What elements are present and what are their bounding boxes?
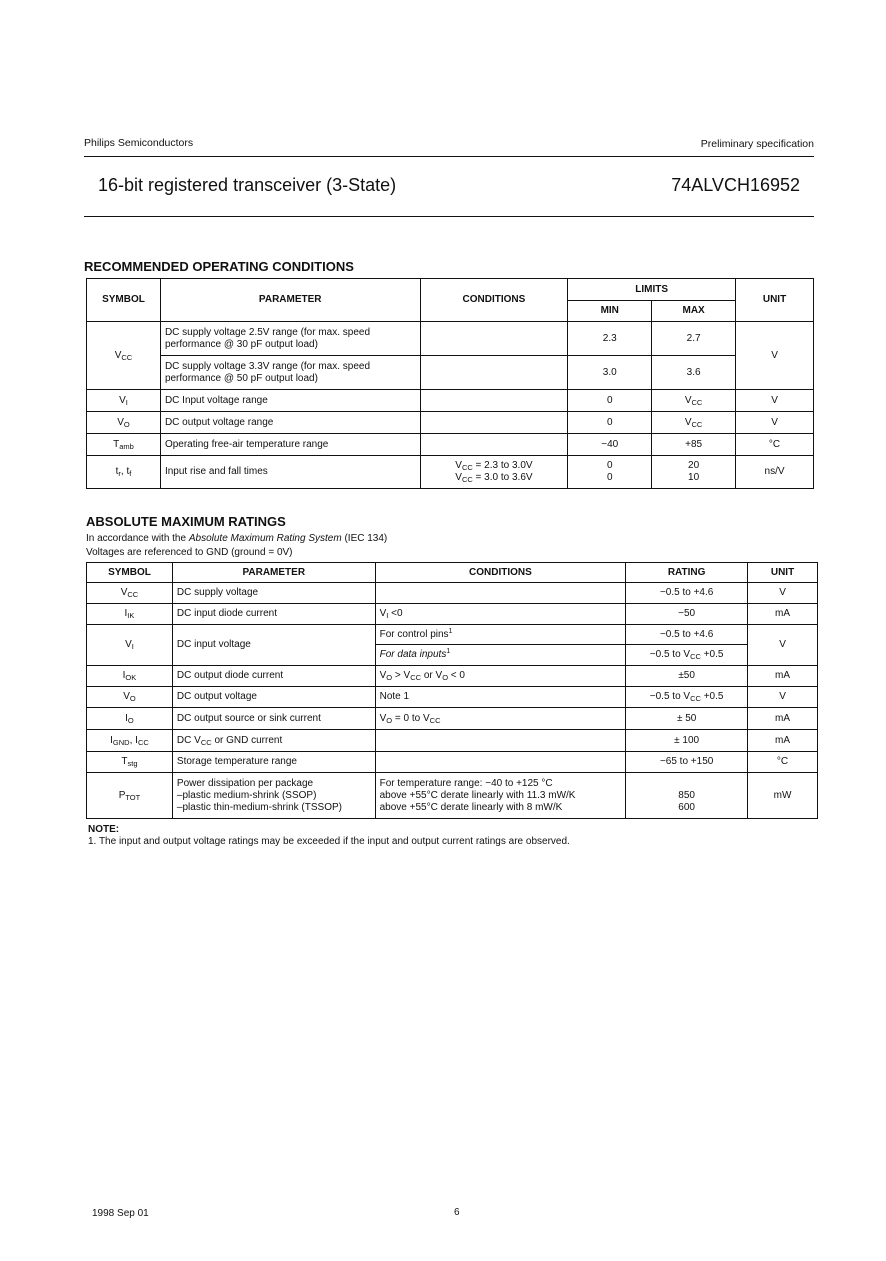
table-row: $I_O$ DC output source or sink current $V_O = 0$ to $V_{CC}$ ± 50 mA bbox=[87, 708, 818, 730]
amr-table bbox=[86, 562, 818, 819]
title-rule bbox=[84, 216, 814, 217]
table-row: $V_{CC}$ DC supply voltage 2.5V range (for max. speed performance @ 30 pF output load) 2.3 2.7 V bbox=[87, 322, 814, 356]
roc-col-symbol: SYMBOL bbox=[87, 279, 161, 322]
amr-col-symbol: SYMBOL bbox=[87, 563, 173, 583]
roc-col-max: MAX bbox=[652, 301, 736, 322]
table-row: For data inputs$^1$ −0.5 to $V_{CC} +0.5$ bbox=[87, 645, 818, 666]
parameter-cell: DC output voltage range bbox=[160, 412, 420, 434]
part-number: 74ALVCH16952 bbox=[671, 175, 800, 195]
amr-intro-line2: Voltages are referenced to GND (ground = 0V) bbox=[86, 547, 293, 558]
amr-heading: ABSOLUTE MAXIMUM RATINGS bbox=[86, 514, 286, 529]
table-row: $V_O$ DC output voltage Note 1 −0.5 to $V_{CC} +0.5$ V bbox=[87, 687, 818, 708]
table-row: $V_I$ DC input voltage For control pins$^1$ −0.5 to +4.6 V bbox=[87, 625, 818, 645]
table-row: $t_r$, $t_f$ Input rise and fall times $V_{CC} = 2.3$ to 3.0V $V_{CC} = 3.0$ to 3.6V 0 0 20 10 ns/V bbox=[87, 456, 814, 489]
table-row: $V_O$ DC output voltage range 0 $V_{CC}$ V bbox=[87, 412, 814, 434]
note-1: 1. The input and output voltage ratings may be exceeded if the input and output current ratings are observed. bbox=[88, 836, 570, 847]
table-row: $T_{amb}$ Operating free-air temperature range −40 +85 °C bbox=[87, 434, 814, 456]
header-rule bbox=[84, 156, 814, 157]
max-cell: 3.6 bbox=[652, 356, 736, 390]
roc-heading: RECOMMENDED OPERATING CONDITIONS bbox=[84, 259, 354, 274]
table-row: $P_{TOT}$ Power dissipation per package –plastic medium-shrink (SSOP) –plastic thin-medium-shrink (TSSOP) For temperature range: −40 to +125 °C above +55°C derate linearly with 11.3 mW/K above +55°C derate linearly with 8 mW/K 850 600 mW bbox=[87, 773, 818, 819]
table-row: $V_I$ DC Input voltage range 0 $V_{CC}$ V bbox=[87, 390, 814, 412]
min-cell: 2.3 bbox=[568, 322, 652, 356]
table-row: $I_{IK}$ DC input diode current $V_I <0$ −50 mA bbox=[87, 604, 818, 625]
max-cell: 2.7 bbox=[652, 322, 736, 356]
parameter-cell: Input rise and fall times bbox=[160, 456, 420, 489]
parameter-cell: DC Input voltage range bbox=[160, 390, 420, 412]
roc-col-conditions: CONDITIONS bbox=[420, 279, 568, 322]
amr-col-parameter: PARAMETER bbox=[172, 563, 375, 583]
document-title: 16-bit registered transceiver (3-State) bbox=[98, 175, 397, 195]
parameter-cell: DC supply voltage 2.5V range (for max. speed performance @ 30 pF output load) bbox=[160, 322, 420, 356]
amr-col-unit: UNIT bbox=[748, 563, 818, 583]
roc-col-parameter: PARAMETER bbox=[160, 279, 420, 322]
amr-col-rating: RATING bbox=[626, 563, 748, 583]
table-row: $T_{stg}$ Storage temperature range −65 to +150 °C bbox=[87, 752, 818, 773]
parameter-cell: Operating free-air temperature range bbox=[160, 434, 420, 456]
roc-col-min: MIN bbox=[568, 301, 652, 322]
table-row: $I_{GND}$, $I_{CC}$ DC $V_{CC}$ or GND current ± 100 mA bbox=[87, 730, 818, 752]
amr-intro-line1: In accordance with the Absolute Maximum Rating System (IEC 134) bbox=[86, 533, 388, 544]
unit-cell: V bbox=[736, 322, 814, 390]
table-row: $I_{OK}$ DC output diode current $V_O > V_{CC}$ or $V_O < 0$ ±50 mA bbox=[87, 666, 818, 687]
document-status: Preliminary specification bbox=[700, 138, 814, 150]
page-number: 6 bbox=[454, 1207, 460, 1218]
table-row: $V_{CC}$ DC supply voltage −0.5 to +4.6 V bbox=[87, 583, 818, 604]
roc-table bbox=[86, 278, 814, 489]
note-label: NOTE: bbox=[88, 824, 120, 835]
symbol: V bbox=[114, 349, 122, 361]
roc-col-unit: UNIT bbox=[736, 279, 814, 322]
parameter-cell: DC supply voltage 3.3V range (for max. speed performance @ 50 pF output load) bbox=[160, 356, 420, 390]
amr-col-conditions: CONDITIONS bbox=[375, 563, 626, 583]
footer-date: 1998 Sep 01 bbox=[92, 1208, 149, 1219]
table-row bbox=[87, 356, 814, 390]
company-name: Philips Semiconductors bbox=[84, 137, 194, 149]
roc-col-limits: LIMITS bbox=[568, 279, 736, 301]
min-cell: 3.0 bbox=[568, 356, 652, 390]
